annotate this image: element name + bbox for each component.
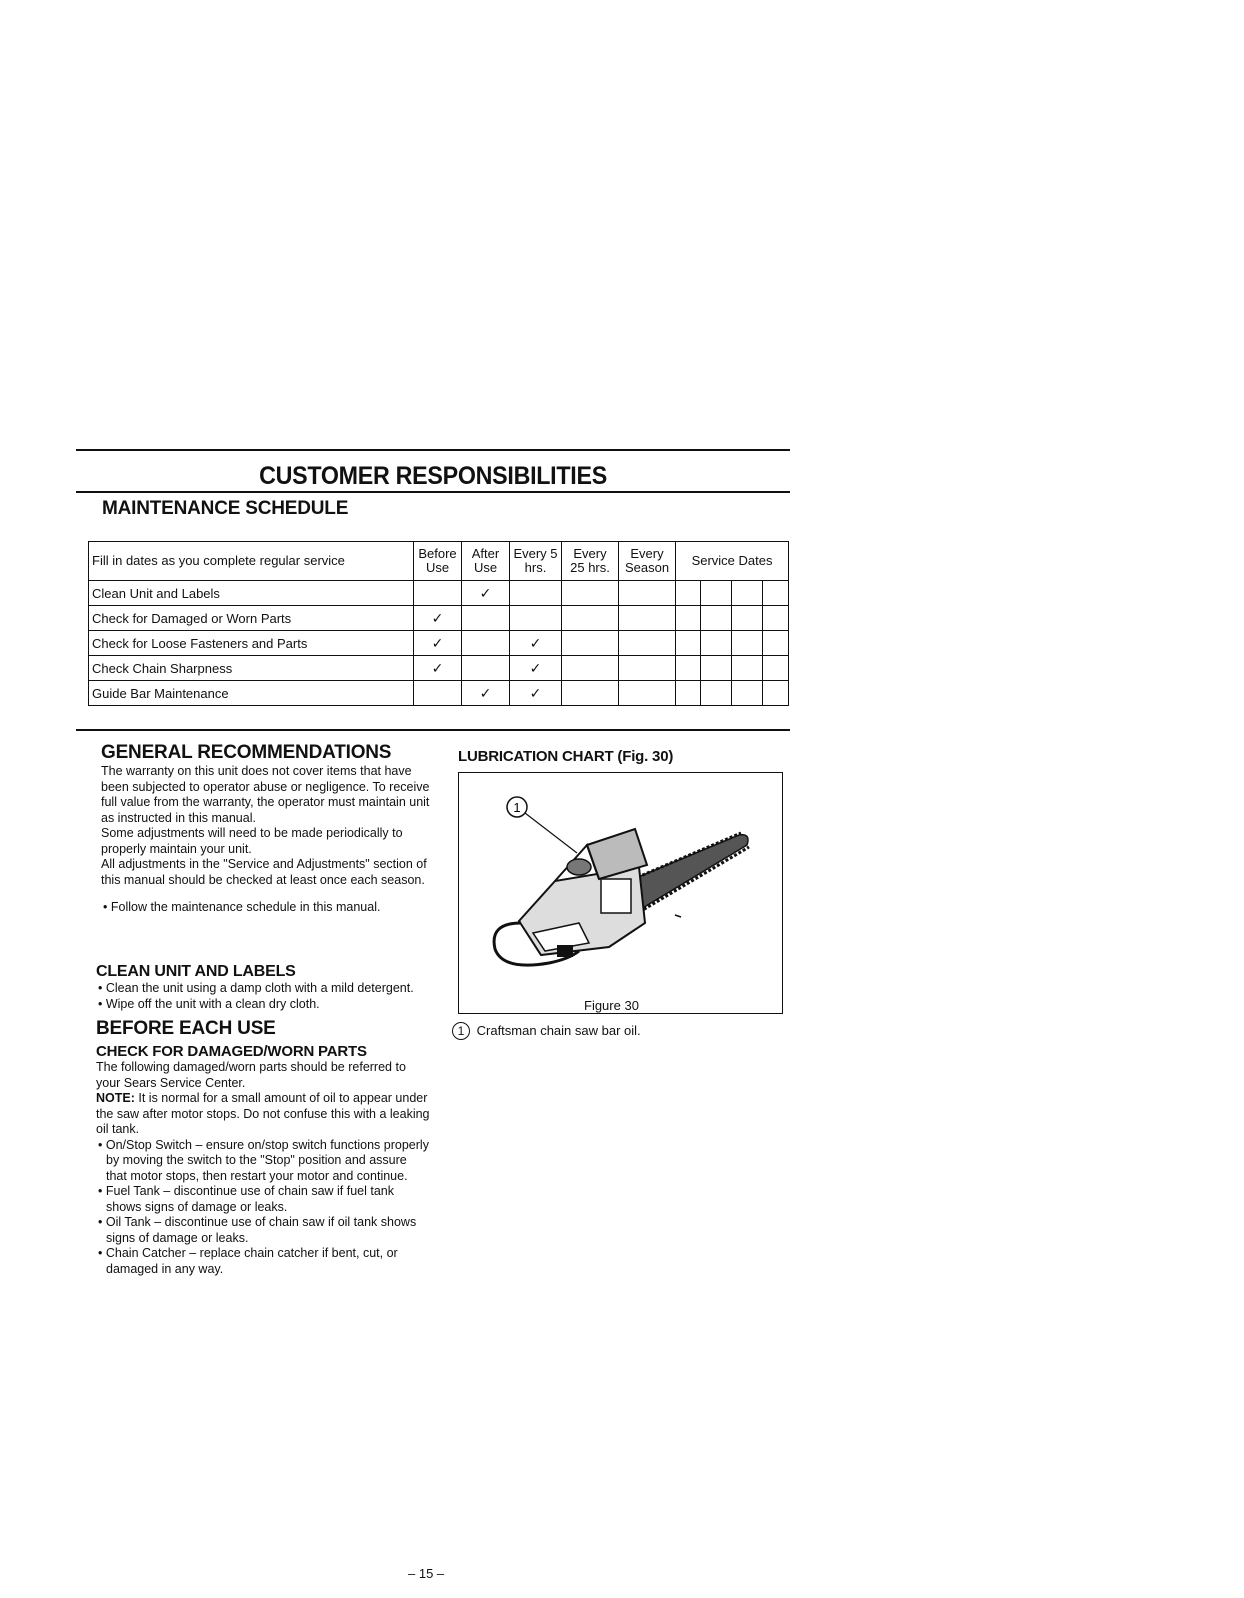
list-item: • Clean the unit using a damp cloth with a mild detergent. <box>96 981 431 997</box>
clean-bullets <box>96 981 431 1012</box>
left-column <box>101 742 431 916</box>
service-date-cell[interactable] <box>763 606 789 631</box>
empty-cell <box>562 681 619 706</box>
note-paragraph <box>96 1091 431 1138</box>
maintenance-table <box>88 541 789 706</box>
lubrication-heading: LUBRICATION CHART (Fig. 30) <box>458 748 674 765</box>
page-number: – 15 – <box>408 1566 445 1581</box>
title-top-rule <box>76 449 790 451</box>
list-item: • Chain Catcher – replace chain catcher if bent, cut, or damaged in any way. <box>96 1246 431 1277</box>
service-date-cell[interactable] <box>676 681 701 706</box>
general-bullets <box>101 900 431 916</box>
empty-cell <box>510 581 562 606</box>
empty-cell <box>619 656 676 681</box>
check-mark-cell: ✓ <box>510 656 562 681</box>
empty-cell <box>562 581 619 606</box>
empty-cell <box>462 606 510 631</box>
general-p3: All adjustments in the "Service and Adjustments" section of this manual should be checked at least once each season. <box>101 857 427 887</box>
table-row <box>89 631 789 656</box>
empty-cell <box>619 606 676 631</box>
service-date-cell[interactable] <box>676 606 701 631</box>
empty-cell <box>619 681 676 706</box>
col-header: Every 5 hrs. <box>510 542 562 581</box>
callout-number: 1 <box>513 800 521 815</box>
service-dates-header: Service Dates <box>676 542 789 581</box>
task-header: Fill in dates as you complete regular service <box>89 542 414 581</box>
check-mark-cell: ✓ <box>510 681 562 706</box>
empty-cell <box>562 656 619 681</box>
service-date-cell[interactable] <box>732 631 763 656</box>
service-date-cell[interactable] <box>701 606 732 631</box>
check-mark-cell: ✓ <box>414 606 462 631</box>
check-mark-cell: ✓ <box>414 631 462 656</box>
service-date-cell[interactable] <box>676 631 701 656</box>
service-date-cell[interactable] <box>732 681 763 706</box>
check-mark-cell: ✓ <box>414 656 462 681</box>
note-label: NOTE: <box>96 1091 135 1105</box>
empty-cell <box>414 581 462 606</box>
before-section <box>96 1018 431 1277</box>
list-item: • Oil Tank – discontinue use of chain saw if oil tank shows signs of damage or leaks. <box>96 1215 431 1246</box>
service-date-cell[interactable] <box>676 656 701 681</box>
note-text: It is normal for a small amount of oil to appear under the saw after motor stops. Do not confuse this with a leaking oil tank. <box>96 1091 430 1136</box>
section-rule <box>76 729 790 731</box>
before-p1: The following damaged/worn parts should be referred to your Sears Service Center. <box>96 1060 406 1090</box>
empty-cell <box>462 631 510 656</box>
before-bullets <box>96 1138 431 1278</box>
before-heading: BEFORE EACH USE <box>96 1018 276 1039</box>
check-mark-cell: ✓ <box>462 581 510 606</box>
service-date-cell[interactable] <box>763 581 789 606</box>
empty-cell <box>462 656 510 681</box>
title-bottom-rule <box>76 491 790 493</box>
figure-caption: Figure 30 <box>584 998 639 1013</box>
table-header-row <box>89 542 789 581</box>
empty-cell <box>562 631 619 656</box>
col-header: Before Use <box>414 542 462 581</box>
empty-cell <box>414 681 462 706</box>
service-date-cell[interactable] <box>701 656 732 681</box>
table-row <box>89 656 789 681</box>
general-heading: GENERAL RECOMMENDATIONS <box>101 742 392 763</box>
maintenance-heading: MAINTENANCE SCHEDULE <box>102 498 349 519</box>
col-header: Every Season <box>619 542 676 581</box>
list-item: • Fuel Tank – discontinue use of chain saw if fuel tank shows signs of damage or leaks. <box>96 1184 431 1215</box>
chainsaw-illustration <box>459 773 782 1013</box>
clean-section <box>96 963 431 1012</box>
task-cell: Guide Bar Maintenance <box>89 681 414 706</box>
service-date-cell[interactable] <box>732 606 763 631</box>
service-date-cell[interactable] <box>701 681 732 706</box>
service-date-cell[interactable] <box>763 656 789 681</box>
list-item: • Follow the maintenance schedule in this manual. <box>101 900 431 916</box>
figure-30 <box>458 772 783 1014</box>
check-mark-cell: ✓ <box>510 631 562 656</box>
service-date-cell[interactable] <box>732 581 763 606</box>
page-title: CUSTOMER RESPONSIBILITIES <box>259 462 607 490</box>
general-p2: Some adjustments will need to be made periodically to properly maintain your unit. <box>101 826 403 856</box>
service-date-cell[interactable] <box>763 681 789 706</box>
table-row <box>89 681 789 706</box>
lubrication-legend <box>452 1022 641 1040</box>
empty-cell <box>510 606 562 631</box>
service-date-cell[interactable] <box>676 581 701 606</box>
table-row <box>89 606 789 631</box>
empty-cell <box>619 581 676 606</box>
legend-callout-number: 1 <box>452 1022 470 1040</box>
service-date-cell[interactable] <box>732 656 763 681</box>
task-cell: Clean Unit and Labels <box>89 581 414 606</box>
table-row <box>89 581 789 606</box>
service-date-cell[interactable] <box>763 631 789 656</box>
task-cell: Check for Damaged or Worn Parts <box>89 606 414 631</box>
empty-cell <box>619 631 676 656</box>
service-date-cell[interactable] <box>701 581 732 606</box>
list-item: • On/Stop Switch – ensure on/stop switch functions properly by moving the switch to the "Stop" position and assure that motor stops, then restart your motor and continue. <box>96 1138 431 1185</box>
check-mark-cell: ✓ <box>462 681 510 706</box>
general-p1: The warranty on this unit does not cover items that have been subjected to operator abuse or negligence. To receive full value from the warranty, the operator must maintain unit as instructed in this manual. <box>101 764 430 825</box>
service-date-cell[interactable] <box>701 631 732 656</box>
task-cell: Check Chain Sharpness <box>89 656 414 681</box>
col-header: Every 25 hrs. <box>562 542 619 581</box>
task-cell: Check for Loose Fasteners and Parts <box>89 631 414 656</box>
legend-text: Craftsman chain saw bar oil. <box>476 1023 641 1038</box>
col-header: After Use <box>462 542 510 581</box>
list-item: • Wipe off the unit with a clean dry cloth. <box>96 997 431 1013</box>
clean-heading: CLEAN UNIT AND LABELS <box>96 963 296 980</box>
empty-cell <box>562 606 619 631</box>
check-damaged-heading: CHECK FOR DAMAGED/WORN PARTS <box>96 1043 367 1060</box>
